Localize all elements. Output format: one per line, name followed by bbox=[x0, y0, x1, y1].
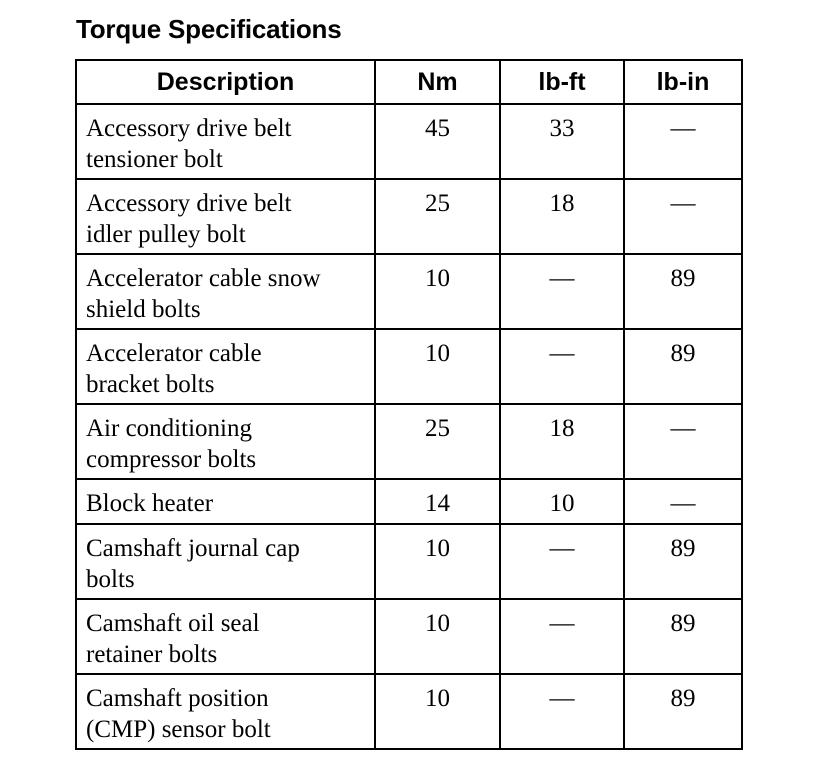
description-line: compressor bolts bbox=[86, 446, 257, 473]
nm-cell: 45 bbox=[375, 104, 500, 179]
nm-cell: 10 bbox=[375, 674, 500, 749]
header-description: Description bbox=[76, 60, 375, 104]
description-cell bbox=[76, 404, 375, 479]
table-header-row bbox=[76, 60, 742, 104]
lb-ft-cell: 10 bbox=[500, 479, 624, 524]
description-cell bbox=[76, 329, 375, 404]
table-row bbox=[76, 104, 742, 179]
table-body bbox=[76, 104, 742, 749]
lb-in-cell: — bbox=[624, 479, 742, 524]
table-row bbox=[76, 524, 742, 599]
lb-in-cell: 89 bbox=[624, 254, 742, 329]
description-line: shield bolts bbox=[86, 296, 201, 323]
description-line: Accessory drive belt bbox=[86, 190, 292, 217]
nm-cell: 25 bbox=[375, 404, 500, 479]
lb-in-cell: 89 bbox=[624, 524, 742, 599]
lb-in-cell: 89 bbox=[624, 329, 742, 404]
lb-ft-cell: 18 bbox=[500, 179, 624, 254]
lb-ft-cell: — bbox=[500, 254, 624, 329]
page-title: Torque Specifications bbox=[76, 14, 342, 44]
description-cell bbox=[76, 104, 375, 179]
description-line: Accelerator cable snow bbox=[86, 265, 321, 292]
header-lb-in: lb-in bbox=[624, 60, 742, 104]
table-row bbox=[76, 479, 742, 524]
nm-cell: 10 bbox=[375, 329, 500, 404]
lb-ft-cell: — bbox=[500, 599, 624, 674]
table-row bbox=[76, 179, 742, 254]
description-line: Block heater bbox=[86, 490, 214, 517]
nm-cell: 14 bbox=[375, 479, 500, 524]
header-lb-ft: lb-ft bbox=[500, 60, 624, 104]
description-line: idler pulley bolt bbox=[86, 221, 246, 248]
lb-in-cell: — bbox=[624, 404, 742, 479]
description-line: Camshaft position bbox=[86, 685, 269, 712]
description-line: Camshaft journal cap bbox=[86, 535, 300, 562]
table-row bbox=[76, 599, 742, 674]
lb-ft-cell: — bbox=[500, 674, 624, 749]
description-cell bbox=[76, 674, 375, 749]
description-cell bbox=[76, 479, 375, 524]
header-nm: Nm bbox=[375, 60, 500, 104]
lb-ft-cell: 18 bbox=[500, 404, 624, 479]
description-line: Accessory drive belt bbox=[86, 115, 292, 142]
nm-cell: 10 bbox=[375, 599, 500, 674]
description-line: Camshaft oil seal bbox=[86, 610, 260, 637]
description-line: retainer bolts bbox=[86, 641, 218, 668]
lb-ft-cell: 33 bbox=[500, 104, 624, 179]
description-cell bbox=[76, 179, 375, 254]
description-line: Air conditioning bbox=[86, 415, 252, 442]
lb-in-cell: 89 bbox=[624, 674, 742, 749]
lb-ft-cell: — bbox=[500, 524, 624, 599]
torque-spec-table bbox=[75, 59, 743, 750]
table-row bbox=[76, 254, 742, 329]
nm-cell: 10 bbox=[375, 254, 500, 329]
lb-in-cell: — bbox=[624, 179, 742, 254]
table-row bbox=[76, 404, 742, 479]
nm-cell: 10 bbox=[375, 524, 500, 599]
description-line: bolts bbox=[86, 566, 135, 593]
description-cell bbox=[76, 599, 375, 674]
lb-ft-cell: — bbox=[500, 329, 624, 404]
lb-in-cell: 89 bbox=[624, 599, 742, 674]
description-line: bracket bolts bbox=[86, 371, 215, 398]
description-cell bbox=[76, 524, 375, 599]
nm-cell: 25 bbox=[375, 179, 500, 254]
description-cell bbox=[76, 254, 375, 329]
lb-in-cell: — bbox=[624, 104, 742, 179]
description-line: tensioner bolt bbox=[86, 146, 223, 173]
description-line: (CMP) sensor bolt bbox=[86, 716, 271, 743]
table-row bbox=[76, 329, 742, 404]
table-row bbox=[76, 674, 742, 749]
description-line: Accelerator cable bbox=[86, 340, 262, 367]
